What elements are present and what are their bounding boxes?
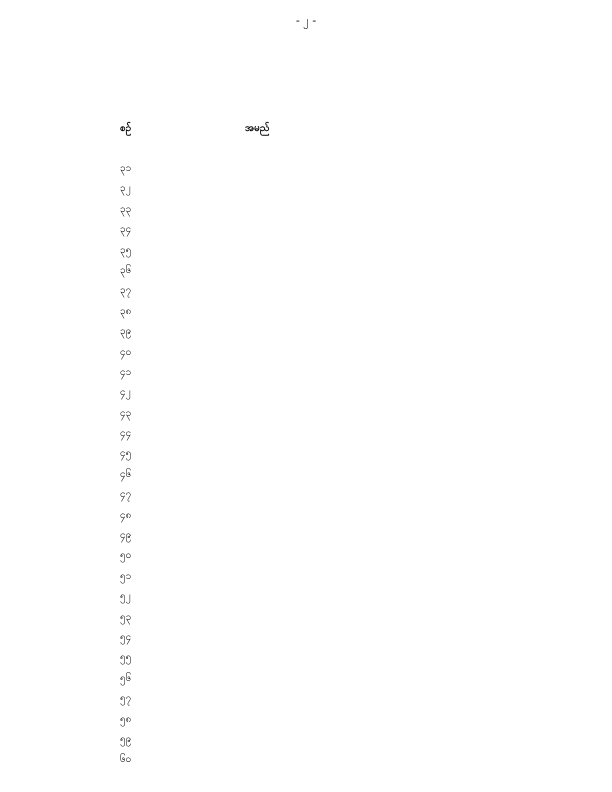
table-row xyxy=(0,240,612,260)
table-row xyxy=(0,443,612,463)
row-number: ၄၀ xyxy=(120,346,132,358)
table-row xyxy=(0,158,612,178)
table-row xyxy=(0,749,612,769)
table-row xyxy=(0,423,612,443)
row-number: ၃၁ xyxy=(120,163,132,174)
table-row xyxy=(0,403,612,423)
table-row xyxy=(0,505,612,525)
row-number: ၄၁ xyxy=(120,366,132,378)
row-number: ၄၇ xyxy=(120,489,132,501)
row-number: ၅၄ xyxy=(120,631,132,643)
row-number: ၅၁ xyxy=(120,570,132,582)
row-number: ၅၅ xyxy=(120,652,132,664)
table-row xyxy=(0,525,612,545)
table-row xyxy=(0,709,612,729)
row-number: ၃၈ xyxy=(120,305,132,317)
column-header-name: အမည် xyxy=(245,123,270,134)
table-row xyxy=(0,280,612,300)
table-row xyxy=(0,362,612,382)
page-number: - ၂ - xyxy=(295,14,317,27)
row-number: ၃၇ xyxy=(120,285,132,297)
table-row xyxy=(0,566,612,586)
table-row xyxy=(0,647,612,667)
row-number: ၅၃ xyxy=(120,611,132,623)
row-number: ၄၃ xyxy=(120,407,132,419)
table-row xyxy=(0,586,612,606)
results-table xyxy=(0,158,612,770)
table-row xyxy=(0,342,612,362)
row-number: ၃၆ xyxy=(120,264,132,276)
row-number: ၃၅ xyxy=(120,244,132,256)
table-row xyxy=(0,464,612,484)
column-header-no: စဉ် xyxy=(120,123,132,134)
table-row xyxy=(0,545,612,565)
row-number: ၄၂ xyxy=(120,387,131,399)
table-row xyxy=(0,321,612,341)
table-row xyxy=(0,484,612,504)
table-row xyxy=(0,668,612,688)
row-number: ၃၉ xyxy=(120,326,132,338)
row-number: ၅၀ xyxy=(120,550,132,562)
row-number: ၅၂ xyxy=(120,591,131,603)
row-number: ၄၅ xyxy=(120,448,132,460)
row-number: ၅၆ xyxy=(120,672,132,684)
row-number: ၃၂ xyxy=(120,183,131,195)
table-row xyxy=(0,178,612,198)
table-row xyxy=(0,199,612,219)
table-row xyxy=(0,301,612,321)
row-number: ၄၄ xyxy=(120,428,132,440)
row-number: ၃၄ xyxy=(120,224,132,236)
table-row xyxy=(0,382,612,402)
row-number: ၄၉ xyxy=(120,530,132,542)
row-number: ၅၈ xyxy=(120,713,132,725)
row-number: ၅၇ xyxy=(120,693,132,705)
table-row xyxy=(0,607,612,627)
table-row xyxy=(0,219,612,239)
row-number: ၄၆ xyxy=(120,468,132,480)
table-row xyxy=(0,627,612,647)
row-number: ၃၃ xyxy=(120,203,132,215)
row-number: ၄၈ xyxy=(120,509,132,521)
table-row xyxy=(0,729,612,749)
row-number: ၅၉ xyxy=(120,733,132,745)
row-number: ၆၀ xyxy=(120,754,132,766)
table-row xyxy=(0,260,612,280)
table-row xyxy=(0,688,612,708)
